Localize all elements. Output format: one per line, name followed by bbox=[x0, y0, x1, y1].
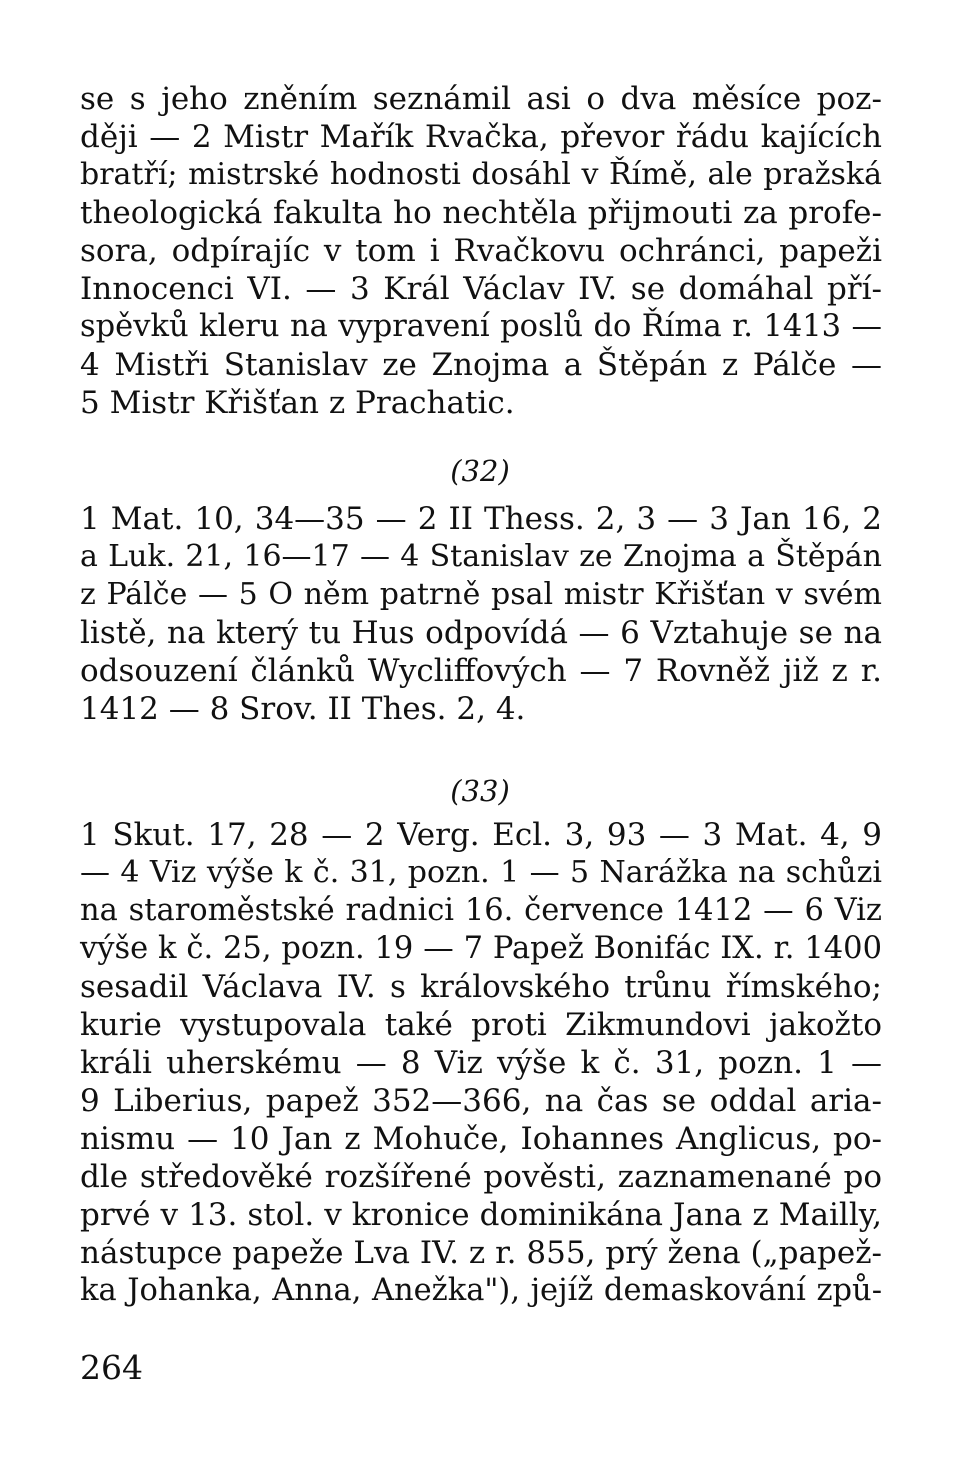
text-line: z Pálče — 5 O něm patrně psal mistr Křišťan v svém bbox=[80, 577, 882, 612]
section-heading-33: (33) bbox=[450, 774, 510, 808]
text-line: kurie vystupovala také proti Zikmundovi jakožto bbox=[80, 1007, 882, 1043]
text-line: králi uherskému — 8 Viz výše k č. 31, pozn. 1 — bbox=[80, 1045, 882, 1081]
text-line: — 4 Viz výše k č. 31, pozn. 1 — 5 Narážka na schůzi bbox=[80, 855, 882, 890]
text-line: nismu — 10 Jan z Mohuče, Iohannes Anglicus, po- bbox=[80, 1121, 882, 1157]
text-line: sora, odpírajíc v tom i Rvačkovu ochránci, papeži bbox=[80, 233, 882, 269]
text-line: 4 Mistři Stanislav ze Znojma a Štěpán z Pálče — bbox=[80, 347, 882, 383]
text-line: theologická fakulta ho nechtěla přijmouti za profe- bbox=[80, 195, 882, 231]
notes-section-32 bbox=[80, 500, 882, 728]
text-line: bratří; mistrské hodnosti dosáhl v Římě, ale pražská bbox=[80, 157, 882, 192]
text-line: prvé v 13. stol. v kronice dominikána Jana z Mailly, bbox=[80, 1197, 882, 1233]
text-line: 1 Skut. 17, 28 — 2 Verg. Ecl. 3, 93 — 3 Mat. 4, 9 bbox=[80, 817, 882, 853]
text-line: 9 Liberius, papež 352—366, na čas se oddal aria- bbox=[80, 1083, 882, 1119]
text-line: 1 Mat. 10, 34—35 — 2 II Thess. 2, 3 — 3 Jan 16, 2 bbox=[80, 501, 882, 537]
text-line: ději — 2 Mistr Mařík Rvačka, převor řádu kajících bbox=[80, 119, 882, 155]
text-line: na staroměstské radnici 16. července 1412 — 6 Viz bbox=[80, 893, 882, 928]
text-line: dle středověké rozšířené pověsti, zaznamenané po bbox=[80, 1159, 882, 1195]
text-line: listě, na který tu Hus odpovídá — 6 Vztahuje se na bbox=[80, 615, 882, 651]
text-line: výše k č. 25, pozn. 19 — 7 Papež Bonifác IX. r. 1400 bbox=[80, 931, 882, 966]
text-line: nástupce papeže Lva IV. z r. 855, prý žena („papež- bbox=[80, 1235, 882, 1271]
section-heading-32: (32) bbox=[450, 454, 510, 488]
text-line: Innocenci VI. — 3 Král Václav IV. se domáhal pří- bbox=[80, 271, 882, 307]
notes-section-33 bbox=[80, 816, 882, 1310]
text-line: 5 Mistr Křišťan z Prachatic. bbox=[80, 385, 515, 421]
text-line: odsouzení článků Wycliffových — 7 Rovněž již z r. bbox=[80, 653, 882, 689]
text-line: a Luk. 21, 16—17 — 4 Stanislav ze Znojma a Štěpán bbox=[80, 539, 882, 574]
text-line: ka Johanka, Anna, Anežka"), jejíž demaskování způ- bbox=[80, 1273, 882, 1308]
notes-continued-block bbox=[80, 80, 882, 422]
page-number: 264 bbox=[80, 1348, 143, 1387]
text-line: sesadil Václava IV. s královského trůnu římského; bbox=[80, 969, 882, 1005]
text-line: 1412 — 8 Srov. II Thes. 2, 4. bbox=[80, 691, 526, 727]
text-line: spěvků kleru na vypravení poslů do Říma r. 1413 — bbox=[80, 309, 882, 344]
text-line: se s jeho zněním seznámil asi o dva měsíce poz- bbox=[80, 81, 882, 117]
